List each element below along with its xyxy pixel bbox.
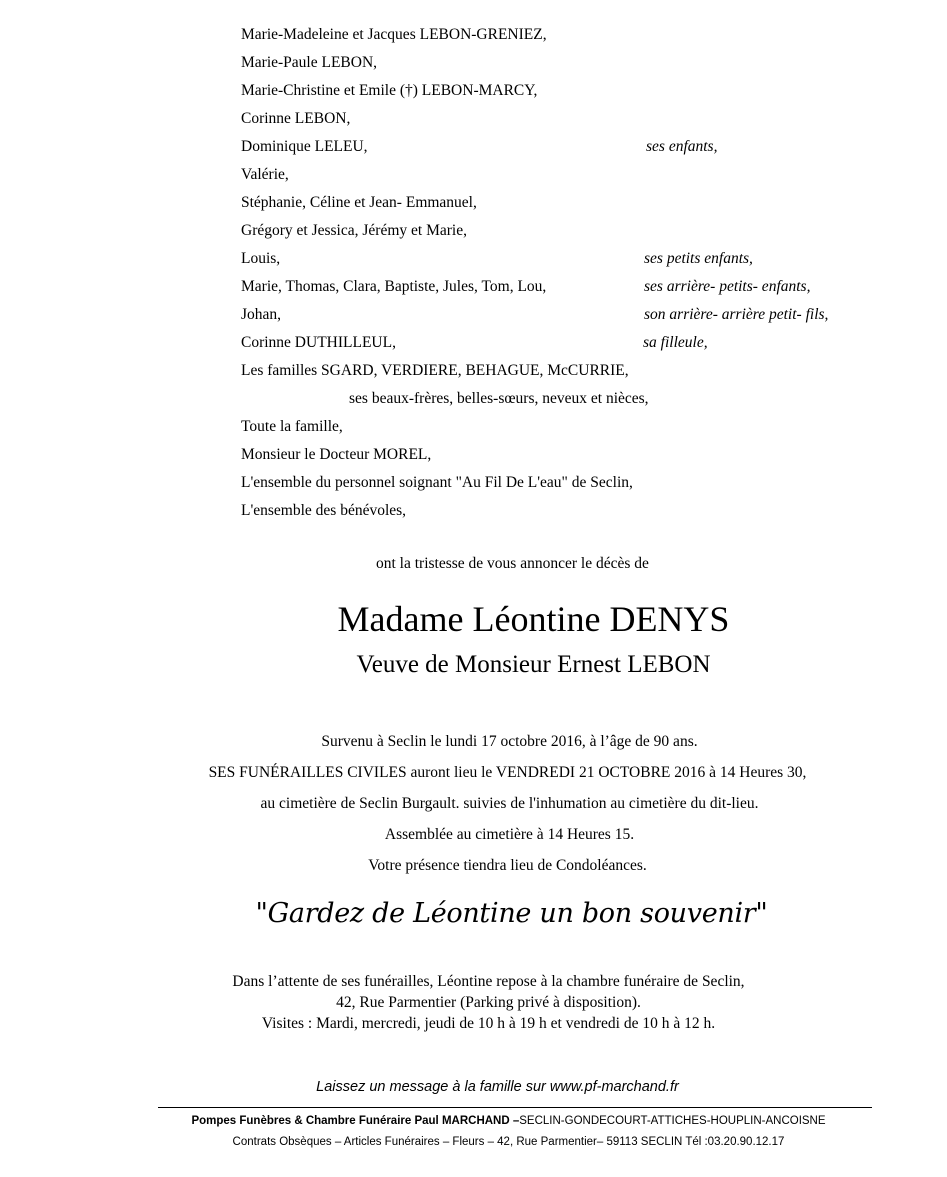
role-great-grandchildren: ses arrière- petits- enfants, [644,278,811,295]
online-message: Laissez un message à la famille sur www.pf-marchand.fr [316,1079,679,1095]
footer-company [35,1114,947,1128]
widow-of: Veuve de Monsieur Ernest LEBON [356,651,711,678]
condolences-info: Votre présence tiendra lieu de Condoléances. [368,857,647,874]
role-great-great-grandchild: son arrière- arrière petit- fils, [644,306,829,323]
family-line: Louis, [241,250,281,267]
announcement-intro: ont la tristesse de vous annoncer le décès de [376,555,649,572]
role-children: ses enfants, [646,138,718,155]
role-goddaughter: sa filleule, [643,334,708,351]
footer-divider [158,1107,872,1108]
assembly-info: Assemblée au cimetière à 14 Heures 15. [384,826,635,843]
death-info: Survenu à Seclin le lundi 17 octobre 2016, à l’âge de 90 ans. [321,733,698,750]
family-line: Grégory et Jessica, Jérémy et Marie, [241,222,467,239]
family-line: Monsieur le Docteur MOREL, [241,446,432,463]
footer-towns: SECLIN-GONDECOURT-ATTICHES-HOUPLIN-ANCOISNE [519,1115,826,1127]
family-line: Marie-Paule LEBON, [241,54,378,71]
footer-company-name: Pompes Funèbres & Chambre Funéraire Paul MARCHAND – [191,1115,520,1127]
family-line: L'ensemble des bénévoles, [241,502,407,519]
funeral-info: SES FUNÉRAILLES CIVILES auront lieu le VENDREDI 21 OCTOBRE 2016 à 14 Heures 30, [208,764,807,781]
memorial-quote: "Gardez de Léontine un bon souvenir" [255,898,768,929]
family-line: ses beaux-frères, belles-sœurs, neveux et nièces, [349,390,649,407]
family-line: Johan, [241,306,282,323]
family-line: Toute la famille, [241,418,343,435]
family-line: Corinne DUTHILLEUL, [241,334,396,351]
family-line: Marie, Thomas, Clara, Baptiste, Jules, Tom, Lou, [241,278,547,295]
cemetery-info: au cimetière de Seclin Burgault. suivies de l'inhumation au cimetière du dit-lieu. [260,795,759,812]
footer-services: Contrats Obsèques – Articles Funéraires – Fleurs – 42, Rue Parmentier– 59113 SECLIN Tél :03.20.90.12.17 [232,1136,785,1148]
family-line: Marie-Madeleine et Jacques LEBON-GRENIEZ, [241,26,547,43]
deceased-name: Madame Léontine DENYS [337,599,730,639]
family-line: Dominique LELEU, [241,138,368,155]
role-grandchildren: ses petits enfants, [644,250,753,267]
visit-line-3: Visites : Mardi, mercredi, jeudi de 10 h à 19 h et vendredi de 10 h à 12 h. [261,1015,716,1032]
family-line: Valérie, [241,166,289,183]
family-line: Les familles SGARD, VERDIERE, BEHAGUE, McCURRIE, [241,362,629,379]
family-line: Stéphanie, Céline et Jean- Emmanuel, [241,194,477,211]
family-line: Marie-Christine et Emile (†) LEBON-MARCY, [241,82,538,99]
family-line: L'ensemble du personnel soignant "Au Fil De L'eau" de Seclin, [241,474,633,491]
visit-line-2: 42, Rue Parmentier (Parking privé à disposition). [336,994,641,1011]
family-line: Corinne LEBON, [241,110,351,127]
visit-line-1: Dans l’attente de ses funérailles, Léontine repose à la chambre funéraire de Seclin, [232,973,745,990]
